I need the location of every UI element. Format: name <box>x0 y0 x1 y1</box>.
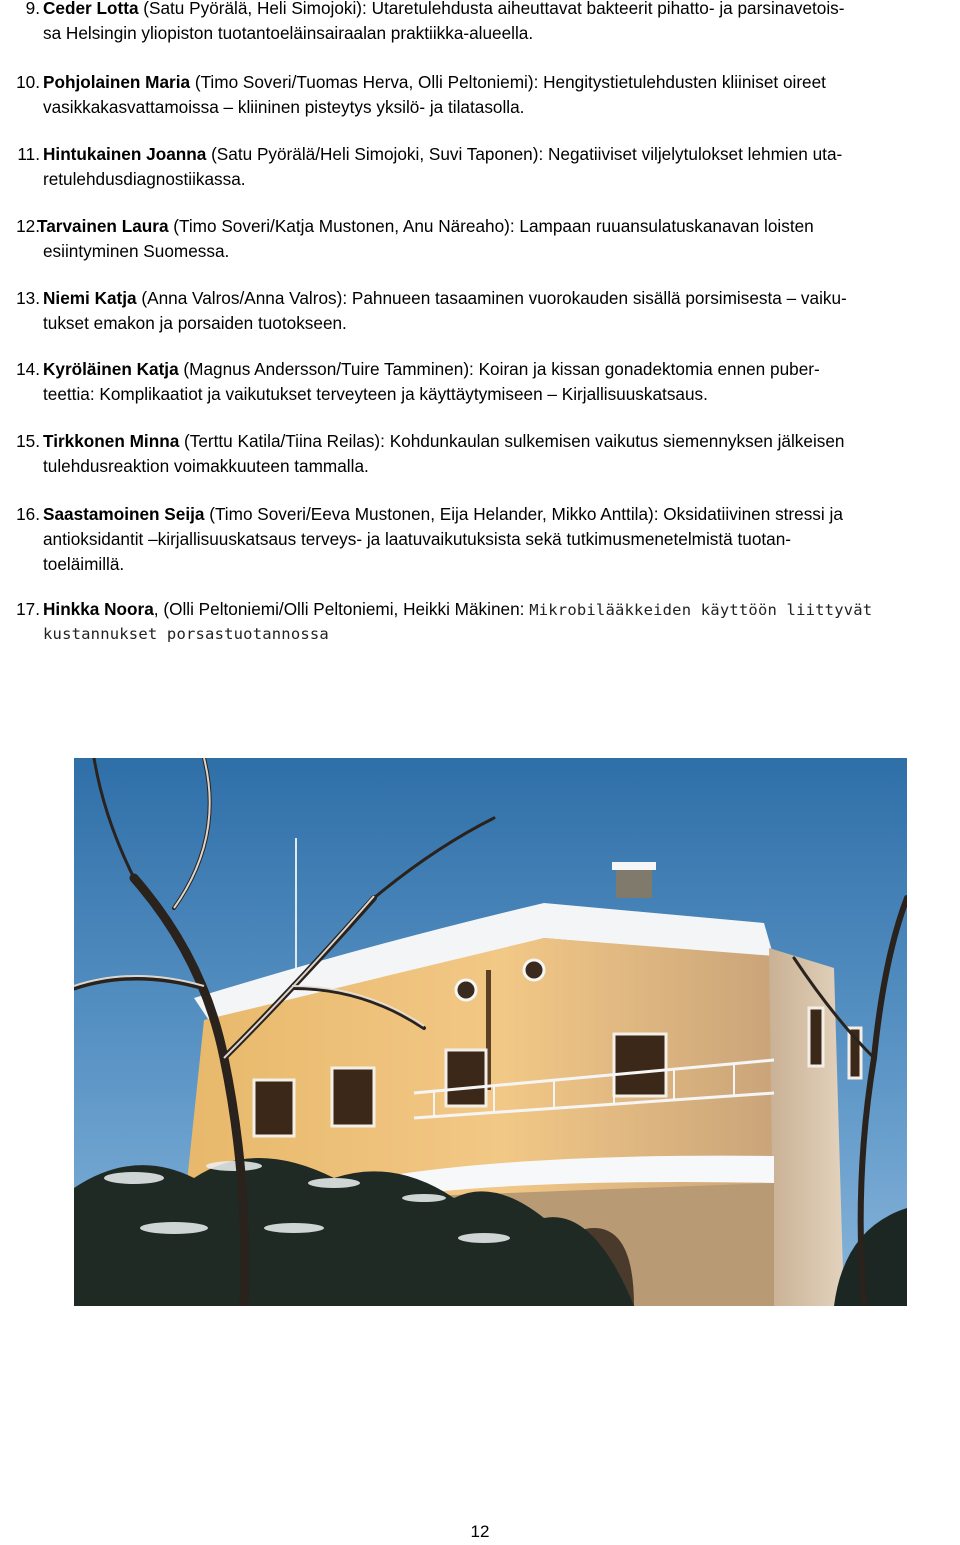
item-details-continued: toeläimillä. <box>43 554 125 574</box>
student-name: Ceder Lotta <box>43 0 139 18</box>
item-number: 12. <box>16 216 40 236</box>
item-number: 16. <box>16 504 40 524</box>
item-details: (Timo Soveri/Eeva Mustonen, Eija Helander, Mikko Anttila): Oksidatiivinen stressi ja <box>204 504 843 524</box>
item-details-continued: tulehdusreaktion voimakkuuteen tammalla. <box>43 456 369 476</box>
building-photo <box>74 758 907 1306</box>
item-details: (Anna Valros/Anna Valros): Pahnueen tasaaminen vuorokauden sisällä porsimisesta – vaiku- <box>136 288 847 308</box>
item-details: (Timo Soveri/Katja Mustonen, Anu Näreaho): Lampaan ruuansulatuskanavan loisten <box>168 216 814 236</box>
item-details-continued: sa Helsingin yliopiston tuotantoeläinsairaalan praktiikka-alueella. <box>43 23 534 43</box>
student-name: Tirkkonen Minna <box>43 431 180 451</box>
item-title-monospace: Mikrobilääkkeiden käyttöön liittyvät <box>529 601 873 619</box>
item-number: 11. <box>17 144 40 164</box>
student-name: Hintukainen Joanna <box>43 144 207 164</box>
item-details: , (Olli Peltoniemi/Olli Peltoniemi, Heikki Mäkinen: <box>153 599 530 619</box>
student-name: Hinkka Noora <box>43 599 154 619</box>
item-number: 9. <box>25 0 40 18</box>
item-details-continued: vasikkakasvattamoissa – kliininen pisteytys yksilö- ja tilatasolla. <box>43 97 525 117</box>
student-name: Pohjolainen Maria <box>43 72 191 92</box>
item-number: 17. <box>16 599 40 619</box>
item-number: 10. <box>16 72 40 92</box>
page-number: 12 <box>470 1522 490 1541</box>
student-name: Kyröläinen Katja <box>43 359 179 379</box>
item-details-continued: kustannukset porsastuotannossa <box>43 625 329 643</box>
item-number: 15. <box>16 431 40 451</box>
item-details: (Timo Soveri/Tuomas Herva, Olli Peltoniemi): Hengitystietulehdusten kliiniset oireet <box>190 72 826 92</box>
item-details-continued: antioksidantit –kirjallisuuskatsaus terveys- ja laatuvaikutuksista sekä tutkimusmenetelmistä tuotan- <box>43 529 791 549</box>
item-details-continued: teettia: Komplikaatiot ja vaikutukset terveyteen ja käyttäytymiseen – Kirjallisuuskatsaus. <box>43 384 708 404</box>
item-details-continued: tukset emakon ja porsaiden tuotokseen. <box>43 313 347 333</box>
item-number: 14. <box>16 359 40 379</box>
winter-manor-illustration <box>74 758 907 1306</box>
item-details-continued: esiintyminen Suomessa. <box>43 241 230 261</box>
item-details: (Satu Pyörälä/Heli Simojoki, Suvi Taponen): Negatiiviset viljelytulokset lehmien uta- <box>206 144 843 164</box>
student-name: Tarvainen Laura <box>37 216 169 236</box>
student-name: Saastamoinen Seija <box>43 504 205 524</box>
item-details: (Terttu Katila/Tiina Reilas): Kohdunkaulan sulkemisen vaikutus siemennyksen jälkeisen <box>179 431 845 451</box>
item-details-continued: retulehdusdiagnostiikassa. <box>43 169 246 189</box>
student-name: Niemi Katja <box>43 288 137 308</box>
item-number: 13. <box>16 288 40 308</box>
item-details: (Magnus Andersson/Tuire Tamminen): Koiran ja kissan gonadektomia ennen puber- <box>178 359 820 379</box>
item-details: (Satu Pyörälä, Heli Simojoki): Utaretulehdusta aiheuttavat bakteerit pihatto- ja parsinavetois- <box>138 0 845 18</box>
